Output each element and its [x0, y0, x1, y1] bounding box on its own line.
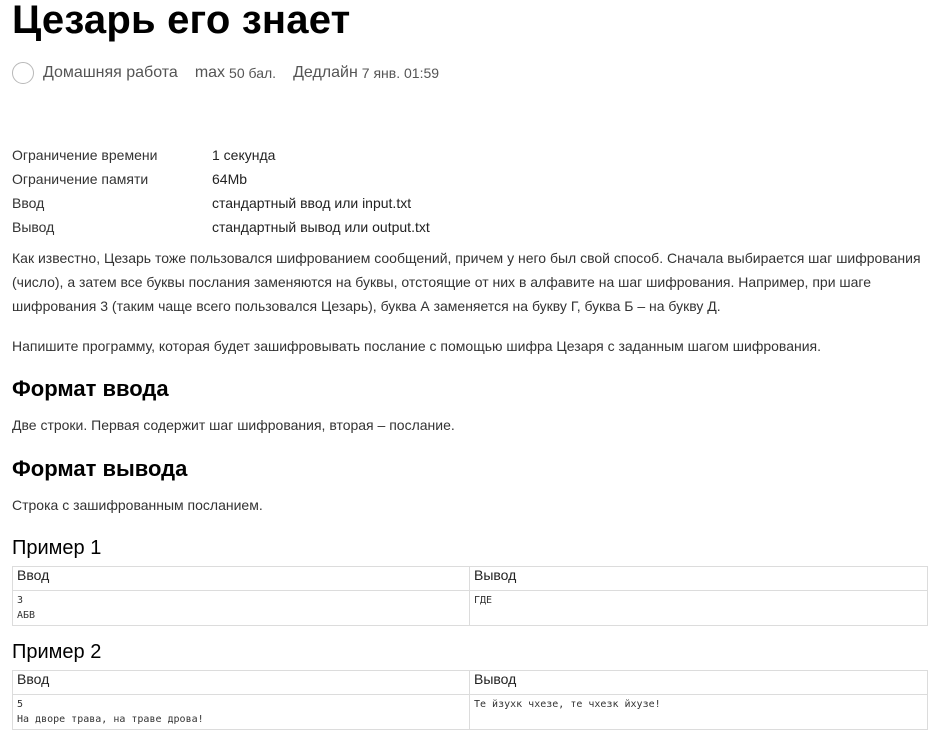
problem-statement	[12, 246, 924, 730]
example-output-cell[interactable]: ГДЕ	[470, 591, 928, 626]
example-output-cell[interactable]: Те йзухк чхезе, те чхезк йхузе!	[470, 695, 928, 730]
example-input-cell[interactable]: 3 АБВ	[13, 591, 470, 626]
limit-label: Ввод	[12, 195, 45, 211]
limit-row-input	[12, 191, 430, 215]
output-format-heading: Формат вывода	[12, 456, 188, 481]
example-1-table	[12, 566, 928, 626]
limit-row-output	[12, 215, 430, 239]
problem-meta	[12, 60, 439, 86]
example-input-header: Ввод	[13, 671, 470, 695]
statement-paragraph: Напишите программу, которая будет зашифровывать послание с помощью шифра Цезаря с заданным шагом шифрования.	[12, 338, 822, 354]
limit-value: стандартный ввод или input.txt	[212, 195, 412, 211]
limit-row-memory	[12, 167, 430, 191]
deadline-value: 7 янв. 01:59	[361, 65, 440, 81]
example-header-row	[13, 671, 928, 695]
max-score-label: max	[194, 64, 226, 81]
example-output-header: Вывод	[470, 671, 928, 695]
example-1-title: Пример 1	[12, 537, 102, 559]
example-output-header: Вывод	[470, 567, 928, 591]
example-2-table	[12, 670, 928, 730]
example-2-title: Пример 2	[12, 641, 102, 663]
limit-label: Вывод	[12, 219, 55, 235]
max-score-value: 50 бал.	[229, 65, 277, 81]
example-data-row	[13, 695, 928, 730]
example-data-row	[13, 591, 928, 626]
deadline-label: Дедлайн	[293, 64, 358, 81]
limit-value: стандартный вывод или output.txt	[212, 219, 430, 235]
limit-value: 64Mb	[212, 171, 248, 187]
limit-value: 1 секунда	[212, 147, 276, 163]
input-format-heading: Формат ввода	[12, 376, 169, 401]
limit-row-time	[12, 143, 430, 167]
example-header-row	[13, 567, 928, 591]
limits-table	[12, 143, 430, 239]
status-circle-icon[interactable]	[12, 62, 34, 84]
output-format-text: Строка с зашифрованным посланием.	[12, 497, 263, 513]
problem-title: Цезарь его знает	[12, 0, 351, 42]
example-input-cell[interactable]: 5 На дворе трава, на траве дрова!	[13, 695, 470, 730]
input-format-text: Две строки. Первая содержит шаг шифрования, вторая – послание.	[12, 417, 455, 433]
homework-label: Домашняя работа	[43, 64, 178, 81]
statement-paragraph: Как известно, Цезарь тоже пользовался шифрованием сообщений, причем у него был свой способ. Сначала выбирается шаг шифрования (число), а затем все буквы послания заменяются на буквы, отстоящие от них в алфавите на шаг шифрования. Например, при шаге шифрования 3 (таким чаще всего пользовался Цезарь), буква А заменяется на букву Г, буква Б – на букву Д.	[12, 250, 921, 314]
example-input-header: Ввод	[13, 567, 470, 591]
limit-label: Ограничение памяти	[12, 171, 149, 187]
limit-label: Ограничение времени	[12, 147, 158, 163]
